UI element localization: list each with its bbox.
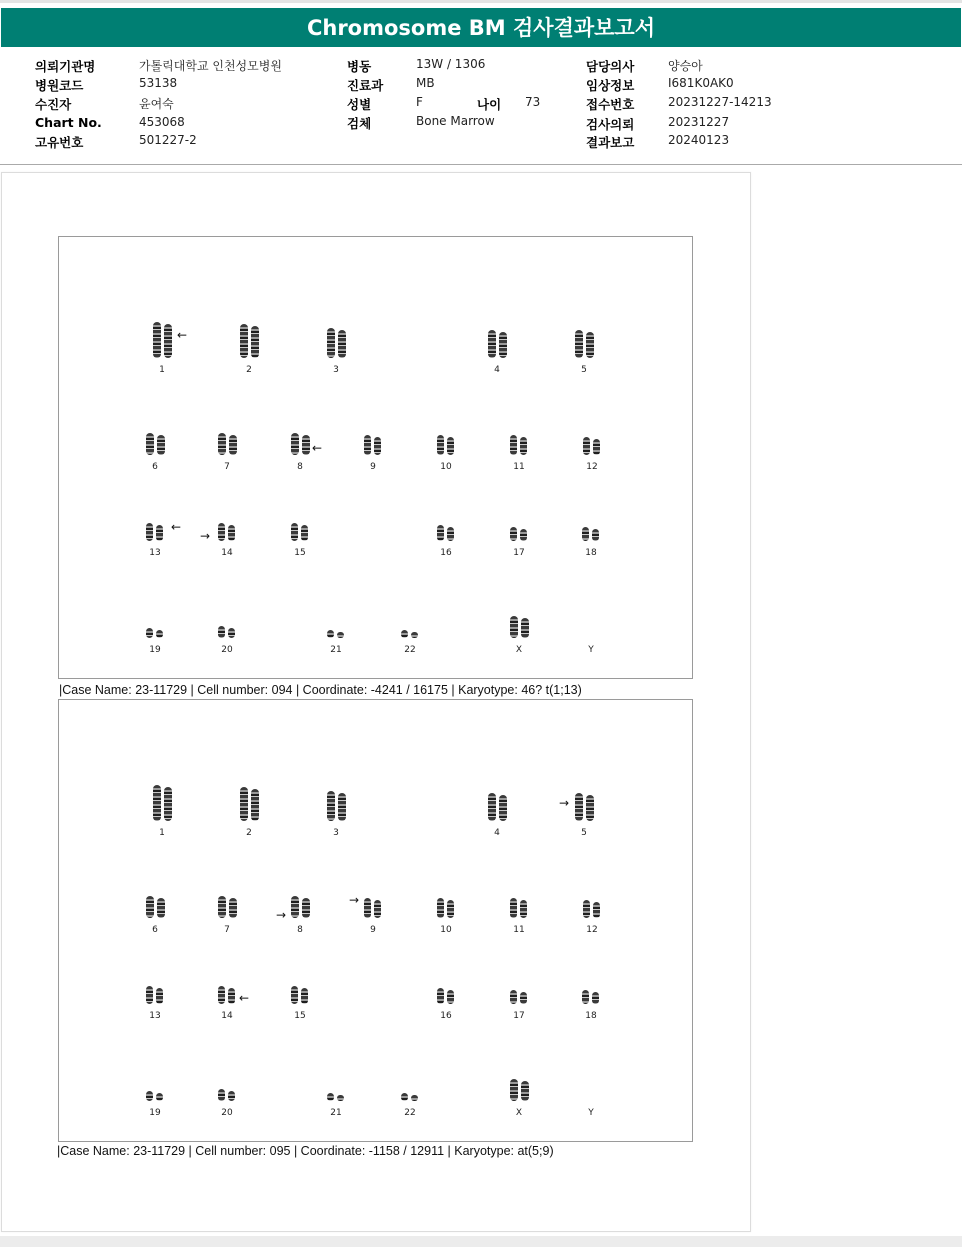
arrow-right-icon: → [349, 893, 360, 907]
chromosome [327, 1093, 334, 1101]
chromosome [251, 326, 259, 358]
chromosome-pair-10 [437, 435, 454, 455]
chromosome-label: 12 [586, 462, 598, 472]
chromosome [510, 616, 518, 638]
chromosome-pair-22 [401, 1093, 418, 1101]
chromosome [521, 1081, 529, 1101]
chromosome-pair-13 [146, 523, 163, 541]
chromosome-label: 15 [294, 1011, 306, 1021]
chromosome [337, 632, 344, 638]
chromosome-label: 6 [152, 925, 158, 935]
karyotype-panel-2 [58, 699, 693, 1142]
chromosome [229, 435, 237, 455]
chromosome [592, 529, 599, 541]
chromosome-pair-X [510, 616, 529, 638]
chromosome-label: 10 [440, 462, 452, 472]
chromosome-label: 7 [224, 462, 230, 472]
chromosome-pair-16 [437, 525, 454, 541]
chromosome [401, 630, 408, 638]
info-value: 501227-2 [139, 133, 197, 147]
arrow-left-icon: ← [239, 991, 250, 1005]
karyotype-panel-1 [58, 236, 693, 679]
chromosome [437, 988, 444, 1004]
chromosome [437, 525, 444, 541]
chromosome-pair-5 [575, 793, 594, 821]
report-title: Chromosome BM 검사결과보고서 [1, 8, 961, 47]
chromosome [218, 986, 225, 1004]
chromosome [301, 988, 308, 1004]
chromosome-pair-16 [437, 988, 454, 1004]
chromosome [575, 330, 583, 358]
chromosome [291, 986, 298, 1004]
chromosome [510, 990, 517, 1004]
info-label: 담당의사 [586, 59, 635, 74]
chromosome-pair-5 [575, 330, 594, 358]
info-label: 접수번호 [586, 97, 635, 112]
chromosome-pair-18 [582, 990, 599, 1004]
chromosome [301, 525, 308, 541]
chromosome [218, 433, 226, 455]
chromosome-pair-10 [437, 898, 454, 918]
chromosome [240, 324, 248, 358]
chromosome [374, 900, 381, 918]
chromosome-label: 5 [581, 365, 587, 375]
chromosome [520, 900, 527, 918]
chromosome-label: 3 [333, 828, 339, 838]
chromosome [401, 1093, 408, 1101]
chromosome [575, 793, 583, 821]
chromosome-label: 5 [581, 828, 587, 838]
chromosome-pair-7 [218, 896, 237, 918]
chromosome [488, 793, 496, 821]
header-divider [0, 164, 962, 165]
chromosome [593, 902, 600, 918]
chromosome [447, 900, 454, 918]
chromosome-label: 6 [152, 462, 158, 472]
chromosome [520, 437, 527, 455]
info-label: Chart No. [35, 115, 102, 130]
chromosome-label: 2 [246, 365, 252, 375]
chromosome-pair-18 [582, 527, 599, 541]
chromosome [156, 525, 163, 541]
chromosome-label: 8 [297, 925, 303, 935]
chromosome-pair-17 [510, 527, 527, 541]
chromosome [437, 898, 444, 918]
chromosome-pair-19 [146, 1091, 163, 1101]
chromosome [146, 986, 153, 1004]
chromosome-label: 17 [513, 548, 525, 558]
chromosome [520, 992, 527, 1004]
chromosome [228, 628, 235, 638]
chromosome-label: Y [588, 645, 594, 655]
chromosome [583, 900, 590, 918]
chromosome [146, 896, 154, 918]
chromosome [228, 1091, 235, 1101]
chromosome-pair-21 [327, 630, 344, 638]
chromosome [228, 988, 235, 1004]
chromosome-label: 13 [149, 1011, 161, 1021]
info-value: 20231227-14213 [668, 95, 772, 109]
chromosome-pair-3 [327, 791, 346, 821]
chromosome [510, 435, 517, 455]
chromosome-label: 14 [221, 1011, 233, 1021]
chromosome [593, 439, 600, 455]
info-value: 20231227 [668, 115, 730, 129]
chromosome [153, 785, 161, 821]
chromosome [488, 330, 496, 358]
arrow-left-icon: ← [171, 520, 182, 534]
chromosome-label: 16 [440, 1011, 452, 1021]
chromosome [153, 322, 161, 358]
info-label: 고유번호 [35, 135, 84, 150]
chromosome [583, 437, 590, 455]
top-border [0, 0, 962, 3]
chromosome-label: 1 [159, 828, 165, 838]
chromosome-pair-2 [240, 324, 259, 358]
info-label: 진료과 [347, 78, 384, 93]
chromosome-label: 9 [370, 925, 376, 935]
chromosome [364, 435, 371, 455]
chromosome-pair-6 [146, 896, 165, 918]
chromosome-label: 22 [404, 645, 416, 655]
info-label: 성별 [347, 97, 372, 112]
chromosome-pair-9 [364, 435, 381, 455]
chromosome-pair-7 [218, 433, 237, 455]
chromosome-label: 16 [440, 548, 452, 558]
chromosome [374, 437, 381, 455]
chromosome-pair-8 [291, 896, 310, 918]
chromosome [499, 332, 507, 358]
chromosome-pair-14 [218, 523, 235, 541]
chromosome [411, 632, 418, 638]
chromosome [411, 1095, 418, 1101]
chromosome-pair-12 [583, 437, 600, 455]
chromosome [586, 332, 594, 358]
chromosome [157, 898, 165, 918]
chromosome-pair-X [510, 1079, 529, 1101]
chromosome-pair-20 [218, 626, 235, 638]
chromosome-pair-15 [291, 986, 308, 1004]
chromosome-pair-4 [488, 793, 507, 821]
chromosome-label: 11 [513, 925, 525, 935]
chromosome-label: 7 [224, 925, 230, 935]
chromosome [164, 324, 172, 358]
chromosome-label: 4 [494, 365, 500, 375]
info-value: 가톨릭대학교 인천성모병원 [139, 59, 282, 73]
chromosome-label: Y [588, 1108, 594, 1118]
chromosome [582, 527, 589, 541]
chromosome [447, 990, 454, 1004]
age-label: 나이 [477, 97, 502, 112]
chromosome-label: X [515, 645, 523, 655]
arrow-left-icon: ← [177, 328, 188, 342]
chromosome [218, 626, 225, 638]
chromosome [157, 435, 165, 455]
chromosome-label: 17 [513, 1011, 525, 1021]
chromosome [146, 1091, 153, 1101]
age-value: 73 [525, 95, 541, 109]
info-label: 검사의뢰 [586, 117, 635, 132]
chromosome-pair-21 [327, 1093, 344, 1101]
chromosome [240, 787, 248, 821]
chromosome-pair-4 [488, 330, 507, 358]
chromosome [156, 630, 163, 638]
chromosome [327, 630, 334, 638]
chromosome [510, 898, 517, 918]
chromosome [291, 433, 299, 455]
info-label: 병원코드 [35, 78, 84, 93]
chromosome-label: 10 [440, 925, 452, 935]
karyotype-caption-2: |Case Name: 23-11729 | Cell number: 095 | Coordinate: -1158 / 12911 | Karyotype: at(5;9) [57, 1144, 554, 1158]
chromosome-label: 8 [297, 462, 303, 472]
karyotype-caption-1: |Case Name: 23-11729 | Cell number: 094 | Coordinate: -4241 / 16175 | Karyotype: 46? t(1;13) [59, 683, 582, 697]
arrow-left-icon: ← [312, 441, 323, 455]
chromosome [499, 795, 507, 821]
chromosome-pair-3 [327, 328, 346, 358]
arrow-right-icon: → [276, 908, 287, 922]
chromosome [146, 433, 154, 455]
chromosome-pair-15 [291, 523, 308, 541]
chromosome [156, 988, 163, 1004]
chromosome [447, 527, 454, 541]
info-value: Bone Marrow [416, 114, 495, 128]
chromosome-pair-12 [583, 900, 600, 918]
chromosome-pair-14 [218, 986, 235, 1004]
chromosome [228, 525, 235, 541]
chromosome [302, 898, 310, 918]
chromosome [327, 791, 335, 821]
info-label: 병동 [347, 59, 372, 74]
chromosome [327, 328, 335, 358]
chromosome-label: 21 [330, 1108, 342, 1118]
chromosome-label: 12 [586, 925, 598, 935]
chromosome-label: 3 [333, 365, 339, 375]
info-value: 양승아 [668, 59, 703, 73]
chromosome-label: 18 [585, 1011, 597, 1021]
chromosome-label: 20 [221, 1108, 233, 1118]
chromosome-pair-22 [401, 630, 418, 638]
chromosome [302, 435, 310, 455]
info-label: 임상정보 [586, 78, 635, 93]
chromosome-label: 13 [149, 548, 161, 558]
chromosome [338, 330, 346, 358]
info-value: I681K0AK0 [668, 76, 734, 90]
chromosome-pair-13 [146, 986, 163, 1004]
chromosome [338, 793, 346, 821]
patient-info [0, 48, 962, 164]
arrow-right-icon: → [559, 796, 570, 810]
chromosome [586, 795, 594, 821]
info-value: MB [416, 76, 435, 90]
chromosome [156, 1093, 163, 1101]
chromosome [521, 618, 529, 638]
info-value: 20240123 [668, 133, 730, 147]
chromosome [510, 1079, 518, 1101]
chromosome-label: 22 [404, 1108, 416, 1118]
info-label: 의뢰기관명 [35, 59, 96, 74]
chromosome-label: 15 [294, 548, 306, 558]
chromosome [218, 1089, 225, 1101]
chromosome-label: X [515, 1108, 523, 1118]
chromosome-pair-9 [364, 898, 381, 918]
chromosome [447, 437, 454, 455]
chromosome-pair-8 [291, 433, 310, 455]
chromosome [251, 789, 259, 821]
chromosome-label: 2 [246, 828, 252, 838]
chromosome-label: 21 [330, 645, 342, 655]
chromosome-label: 9 [370, 462, 376, 472]
chromosome [364, 898, 371, 918]
chromosome [582, 990, 589, 1004]
chromosome-pair-2 [240, 787, 259, 821]
chromosome [218, 896, 226, 918]
chromosome-label: 14 [221, 548, 233, 558]
chromosome-pair-19 [146, 628, 163, 638]
info-value: 453068 [139, 115, 185, 129]
chromosome-pair-1 [153, 785, 172, 821]
chromosome [437, 435, 444, 455]
chromosome [229, 898, 237, 918]
chromosome [146, 628, 153, 638]
info-value: 13W / 1306 [416, 57, 486, 71]
chromosome [520, 529, 527, 541]
chromosome [291, 896, 299, 918]
chromosome [291, 523, 298, 541]
info-value: 53138 [139, 76, 178, 90]
chromosome-pair-1 [153, 322, 172, 358]
chromosome-label: 19 [149, 645, 161, 655]
chromosome-pair-20 [218, 1089, 235, 1101]
info-label: 수진자 [35, 97, 72, 112]
chromosome-label: 18 [585, 548, 597, 558]
chromosome-pair-11 [510, 435, 527, 455]
info-value: F [416, 95, 423, 109]
chromosome [218, 523, 225, 541]
chromosome [592, 992, 599, 1004]
chromosome-pair-17 [510, 990, 527, 1004]
chromosome-label: 19 [149, 1108, 161, 1118]
chromosome-label: 4 [494, 828, 500, 838]
info-label: 검체 [347, 116, 372, 131]
arrow-right-icon: → [200, 529, 211, 543]
chromosome-pair-6 [146, 433, 165, 455]
bottom-bar [0, 1236, 962, 1247]
chromosome-pair-11 [510, 898, 527, 918]
chromosome-label: 11 [513, 462, 525, 472]
info-label: 결과보고 [586, 135, 635, 150]
chromosome [337, 1095, 344, 1101]
chromosome-label: 1 [159, 365, 165, 375]
chromosome-label: 20 [221, 645, 233, 655]
chromosome [164, 787, 172, 821]
chromosome [146, 523, 153, 541]
chromosome [510, 527, 517, 541]
info-value: 윤여숙 [139, 97, 174, 111]
